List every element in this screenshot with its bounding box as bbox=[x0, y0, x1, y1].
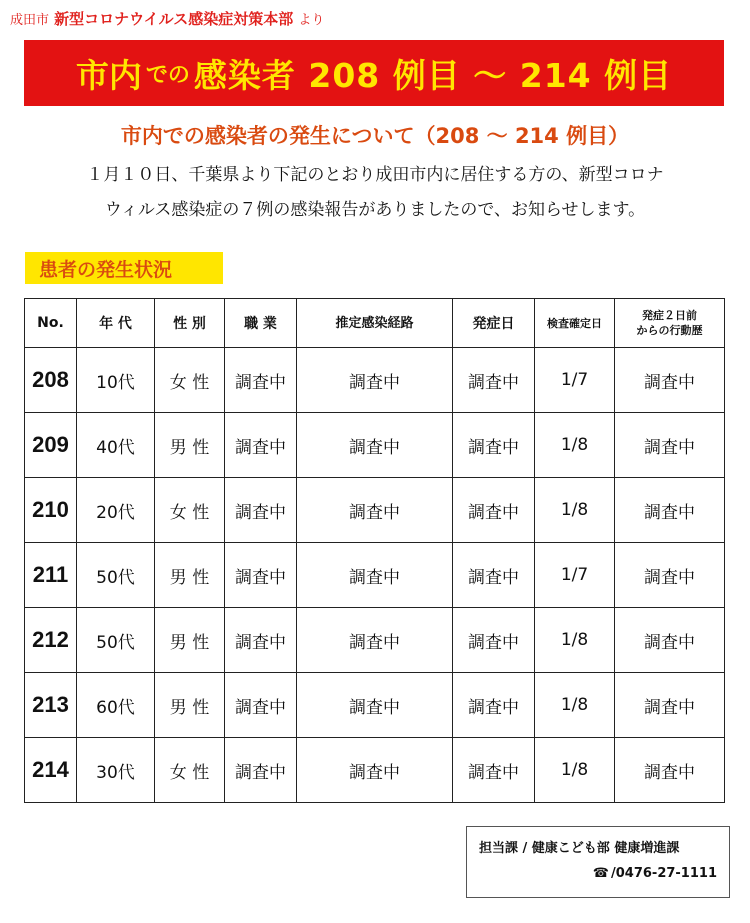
cell-occupation: 調査中 bbox=[225, 738, 297, 803]
col-header-onset: 発症日 bbox=[453, 299, 535, 348]
cell-no: 208 bbox=[25, 348, 77, 413]
col-header-history-line1: 発症２日前 bbox=[642, 309, 697, 322]
intro-paragraph bbox=[20, 158, 730, 228]
cell-route: 調査中 bbox=[297, 543, 453, 608]
cell-route: 調査中 bbox=[297, 608, 453, 673]
cell-age: 30代 bbox=[77, 738, 155, 803]
cell-route: 調査中 bbox=[297, 348, 453, 413]
col-header-route: 推定感染経路 bbox=[297, 299, 453, 348]
page-subtitle: 市内での感染者の発生について（208 ～ 214 例目） bbox=[120, 124, 630, 148]
cell-occupation: 調査中 bbox=[225, 608, 297, 673]
intro-line-1: １月１０日、千葉県より下記のとおり成田市内に居住する方の、新型コロナ bbox=[86, 165, 664, 185]
cell-route: 調査中 bbox=[297, 413, 453, 478]
header-city: 成田市 bbox=[10, 13, 50, 28]
col-header-occupation: 職 業 bbox=[225, 299, 297, 348]
cell-confirmed: 1/7 bbox=[535, 348, 615, 413]
cell-confirmed: 1/8 bbox=[535, 673, 615, 738]
header-office: 新型コロナウイルス感染症対策本部 bbox=[54, 10, 294, 28]
cell-no: 213 bbox=[25, 673, 77, 738]
cell-history: 調査中 bbox=[615, 348, 725, 413]
table-header-row bbox=[25, 299, 725, 348]
cell-route: 調査中 bbox=[297, 673, 453, 738]
cell-no: 210 bbox=[25, 478, 77, 543]
col-header-confirmed: 検査確定日 bbox=[535, 299, 615, 348]
cell-sex: 女 性 bbox=[155, 478, 225, 543]
cell-age: 20代 bbox=[77, 478, 155, 543]
intro-line-2: ウィルス感染症の７例の感染報告がありましたので、お知らせします。 bbox=[104, 200, 646, 220]
cases-table bbox=[24, 298, 725, 803]
table-row bbox=[25, 608, 725, 673]
cell-sex: 男 性 bbox=[155, 413, 225, 478]
cell-history: 調査中 bbox=[615, 608, 725, 673]
col-header-sex: 性 別 bbox=[155, 299, 225, 348]
banner-part3: 感染者 208 例目 ～ 214 例目 bbox=[193, 55, 673, 95]
col-header-history bbox=[615, 299, 725, 348]
cell-occupation: 調査中 bbox=[225, 348, 297, 413]
contact-box bbox=[466, 826, 730, 898]
cell-age: 50代 bbox=[77, 543, 155, 608]
cell-onset: 調査中 bbox=[453, 738, 535, 803]
cell-age: 10代 bbox=[77, 348, 155, 413]
cell-age: 40代 bbox=[77, 413, 155, 478]
cell-no: 211 bbox=[25, 543, 77, 608]
cell-onset: 調査中 bbox=[453, 608, 535, 673]
contact-dept: 担当課 / 健康こども部 健康増進課 bbox=[479, 841, 680, 856]
cell-confirmed: 1/8 bbox=[535, 608, 615, 673]
cell-sex: 女 性 bbox=[155, 348, 225, 413]
table-row bbox=[25, 673, 725, 738]
cell-history: 調査中 bbox=[615, 738, 725, 803]
cell-history: 調査中 bbox=[615, 673, 725, 738]
table-row bbox=[25, 478, 725, 543]
table-row bbox=[25, 413, 725, 478]
cell-occupation: 調査中 bbox=[225, 478, 297, 543]
cell-confirmed: 1/7 bbox=[535, 543, 615, 608]
banner-part2: での bbox=[145, 62, 190, 88]
table-row bbox=[25, 348, 725, 413]
cell-sex: 女 性 bbox=[155, 738, 225, 803]
col-header-history-line2: からの行動歴 bbox=[636, 324, 703, 337]
cell-history: 調査中 bbox=[615, 478, 725, 543]
col-header-age: 年 代 bbox=[77, 299, 155, 348]
section-label: 患者の発生状況 bbox=[25, 252, 223, 284]
header-suffix: より bbox=[298, 13, 325, 28]
cell-onset: 調査中 bbox=[453, 348, 535, 413]
cell-onset: 調査中 bbox=[453, 543, 535, 608]
contact-phone-line bbox=[479, 866, 717, 881]
cell-history: 調査中 bbox=[615, 413, 725, 478]
cell-occupation: 調査中 bbox=[225, 543, 297, 608]
phone-icon: ☎ bbox=[592, 866, 609, 881]
cell-age: 50代 bbox=[77, 608, 155, 673]
cell-onset: 調査中 bbox=[453, 413, 535, 478]
cell-sex: 男 性 bbox=[155, 673, 225, 738]
cell-occupation: 調査中 bbox=[225, 413, 297, 478]
cell-no: 212 bbox=[25, 608, 77, 673]
table-row bbox=[25, 543, 725, 608]
cell-sex: 男 性 bbox=[155, 543, 225, 608]
cell-no: 209 bbox=[25, 413, 77, 478]
cell-no: 214 bbox=[25, 738, 77, 803]
banner-part1: 市内 bbox=[75, 55, 142, 95]
cell-confirmed: 1/8 bbox=[535, 738, 615, 803]
cell-onset: 調査中 bbox=[453, 673, 535, 738]
cell-history: 調査中 bbox=[615, 543, 725, 608]
cell-route: 調査中 bbox=[297, 738, 453, 803]
table-row bbox=[25, 738, 725, 803]
cell-confirmed: 1/8 bbox=[535, 413, 615, 478]
cell-onset: 調査中 bbox=[453, 478, 535, 543]
cell-confirmed: 1/8 bbox=[535, 478, 615, 543]
cell-sex: 男 性 bbox=[155, 608, 225, 673]
cell-age: 60代 bbox=[77, 673, 155, 738]
title-banner bbox=[24, 40, 724, 106]
cell-occupation: 調査中 bbox=[225, 673, 297, 738]
contact-phone: /0476-27-1111 bbox=[611, 866, 717, 881]
col-header-no: No. bbox=[25, 299, 77, 348]
cell-route: 調査中 bbox=[297, 478, 453, 543]
header-line bbox=[10, 8, 324, 29]
